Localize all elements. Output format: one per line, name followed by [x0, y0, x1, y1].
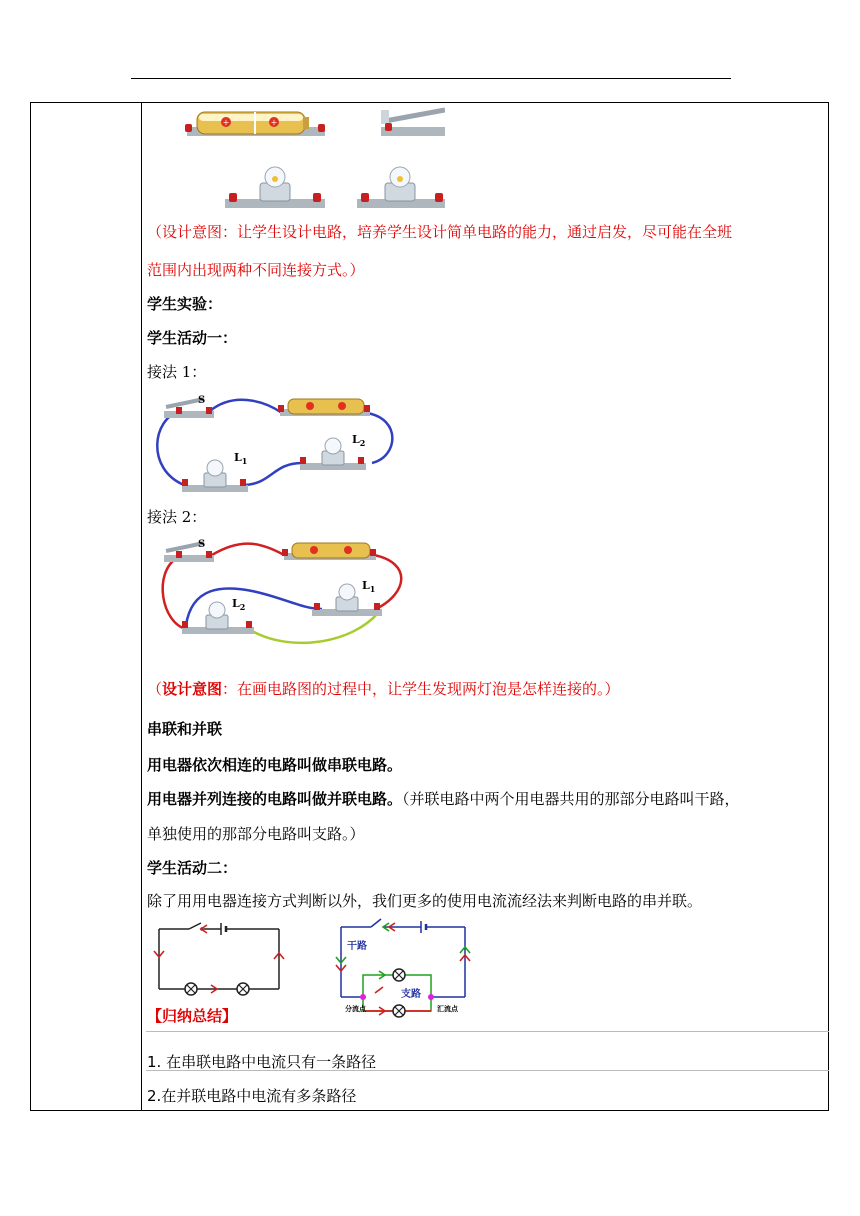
- merge-point-label: 汇流点: [437, 1004, 458, 1013]
- series-parallel-heading: 串联和并联: [147, 720, 223, 738]
- bulb-icon: [357, 167, 445, 208]
- student-activity-1-heading: 学生活动一：: [147, 329, 238, 347]
- method-1-label: 接法 1：: [147, 363, 207, 381]
- lamp-l2-label: $L_2$: [352, 433, 366, 448]
- parallel-circuit-definition-cont: 单独使用的那部分电路叫支路。）: [147, 825, 365, 843]
- lamp-l2-label: $L_2$: [232, 597, 246, 612]
- bulb-icon: [182, 460, 248, 492]
- summary-row-divider: [146, 1070, 829, 1071]
- switch-label: S: [198, 539, 206, 550]
- lesson-table: [30, 102, 829, 1111]
- design-intent-1-line-2: 范围内出现两种不同连接方式。）: [147, 261, 365, 279]
- circuit-components-figure: [185, 107, 445, 213]
- switch-icon: [164, 399, 214, 418]
- method-2-label: 接法 2：: [147, 508, 207, 526]
- summary-heading: 【归纳总结】: [147, 1007, 238, 1025]
- bulb-icon: [225, 167, 325, 208]
- switch-label: S: [198, 395, 206, 406]
- svg-text:+: +: [270, 118, 278, 127]
- branch-label: 支路: [401, 989, 421, 1000]
- split-point-label: 分流点: [345, 1004, 366, 1013]
- parallel-circuit-definition: 用电器并列连接的电路叫做并联电路。（并联电路中两个用电器共用的那部分电路叫干路，: [147, 790, 740, 808]
- student-activity-2-heading: 学生活动二：: [147, 859, 238, 877]
- lamp-l1-label: $L_1$: [362, 579, 376, 594]
- header-rule: [131, 78, 731, 79]
- battery-icon: [185, 112, 325, 136]
- battery-icon: [278, 399, 370, 416]
- series-circuit-definition: 用电器依次相连的电路叫做串联电路。: [147, 756, 403, 774]
- series-current-path-diagram: [151, 919, 291, 1001]
- column-divider: [141, 103, 142, 1110]
- switch-icon: [381, 110, 445, 136]
- summary-row-divider: [146, 1031, 829, 1032]
- switch-icon: [164, 543, 214, 562]
- summary-point-2: 2.在并联电路中电流有多条路径: [147, 1087, 357, 1105]
- summary-point-1: 1. 在串联电路中电流只有一条路径: [147, 1053, 377, 1071]
- student-experiment-heading: 学生实验：: [147, 295, 223, 313]
- lamp-l1-label: $L_1$: [234, 451, 248, 466]
- svg-text:+: +: [222, 118, 230, 127]
- parallel-current-path-diagram: [335, 913, 475, 1019]
- parallel-wiring-figure: [152, 533, 412, 649]
- trunk-label: 干路: [347, 941, 367, 952]
- design-intent-1-line-1: （设计意图：让学生设计电路，培养学生设计简单电路的能力，通过启发，尽可能在全班: [147, 223, 733, 241]
- battery-icon: [282, 543, 376, 560]
- design-intent-2: （设计意图：在画电路图的过程中，让学生发现两灯泡是怎样连接的。）: [147, 680, 620, 698]
- activity-2-description: 除了用用电器连接方式判断以外，我们更多的使用电流流经法来判断电路的串并联。: [147, 892, 703, 910]
- series-wiring-figure: [152, 389, 402, 497]
